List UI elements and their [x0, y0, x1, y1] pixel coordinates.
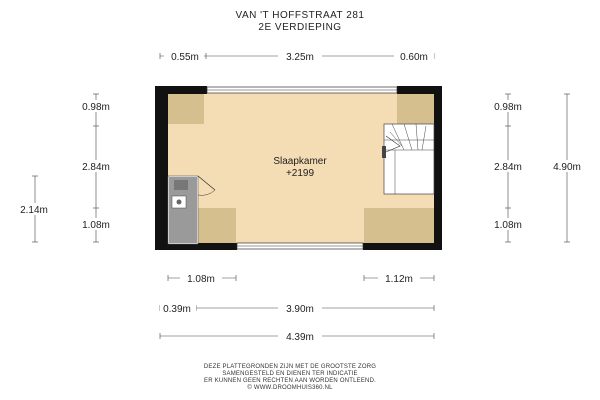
dim-left-outer: 2.14m — [20, 205, 48, 216]
dim-right-top: 0.98m — [494, 102, 522, 113]
disclaimer-line-1: DEZE PLATTEGRONDEN ZIJN MET DE GROOTSTE ZORG — [203, 364, 377, 370]
disclaimer-line-2: SAMENGESTELD EN DIENEN TER INDICATIE — [222, 371, 358, 377]
dim-top-center: 3.25m — [286, 52, 314, 63]
wall-left — [155, 86, 168, 250]
dim-top-right: 0.60m — [400, 52, 428, 63]
plan-address: VAN 'T HOFFSTRAAT 281 — [235, 10, 365, 21]
window-bottom — [237, 243, 363, 249]
dim-bottom-row2-left: 0.39m — [163, 304, 191, 315]
disclaimer-line-3: ER KUNNEN GEEN RECHTEN AAN WORDEN ONTLEEND. — [204, 378, 376, 384]
sloped-area-top-right — [397, 92, 434, 124]
dim-left-mid: 2.84m — [82, 162, 110, 173]
dim-top-left: 0.55m — [171, 52, 199, 63]
disclaimer — [0, 364, 580, 392]
dim-bottom-row1-left: 1.08m — [187, 274, 215, 285]
wall-right — [434, 86, 442, 250]
staircase — [382, 124, 434, 194]
plan-floor-level: 2E VERDIEPING — [258, 22, 342, 33]
room-height: +2199 — [285, 168, 315, 179]
dim-bottom-row2-center: 3.90m — [286, 304, 314, 315]
wall-bottom-right — [363, 243, 442, 250]
window-top — [207, 87, 397, 93]
dim-right-mid: 2.84m — [494, 162, 522, 173]
room-name: Slaapkamer — [273, 156, 327, 167]
sloped-area-bottom-right — [364, 208, 434, 244]
sloped-area-bottom-left — [198, 208, 236, 244]
dim-right-bottom: 1.08m — [494, 220, 522, 231]
disclaimer-line-4: © WWW.DROOMHUIS360.NL — [247, 385, 333, 391]
dim-left-bottom: 1.08m — [82, 220, 110, 231]
dim-bottom-total: 4.39m — [286, 332, 314, 343]
dim-right-outer: 4.90m — [553, 162, 581, 173]
sloped-area-top-left — [168, 92, 204, 124]
dim-bottom-row1-right: 1.12m — [385, 274, 413, 285]
dim-left-top: 0.98m — [82, 102, 110, 113]
